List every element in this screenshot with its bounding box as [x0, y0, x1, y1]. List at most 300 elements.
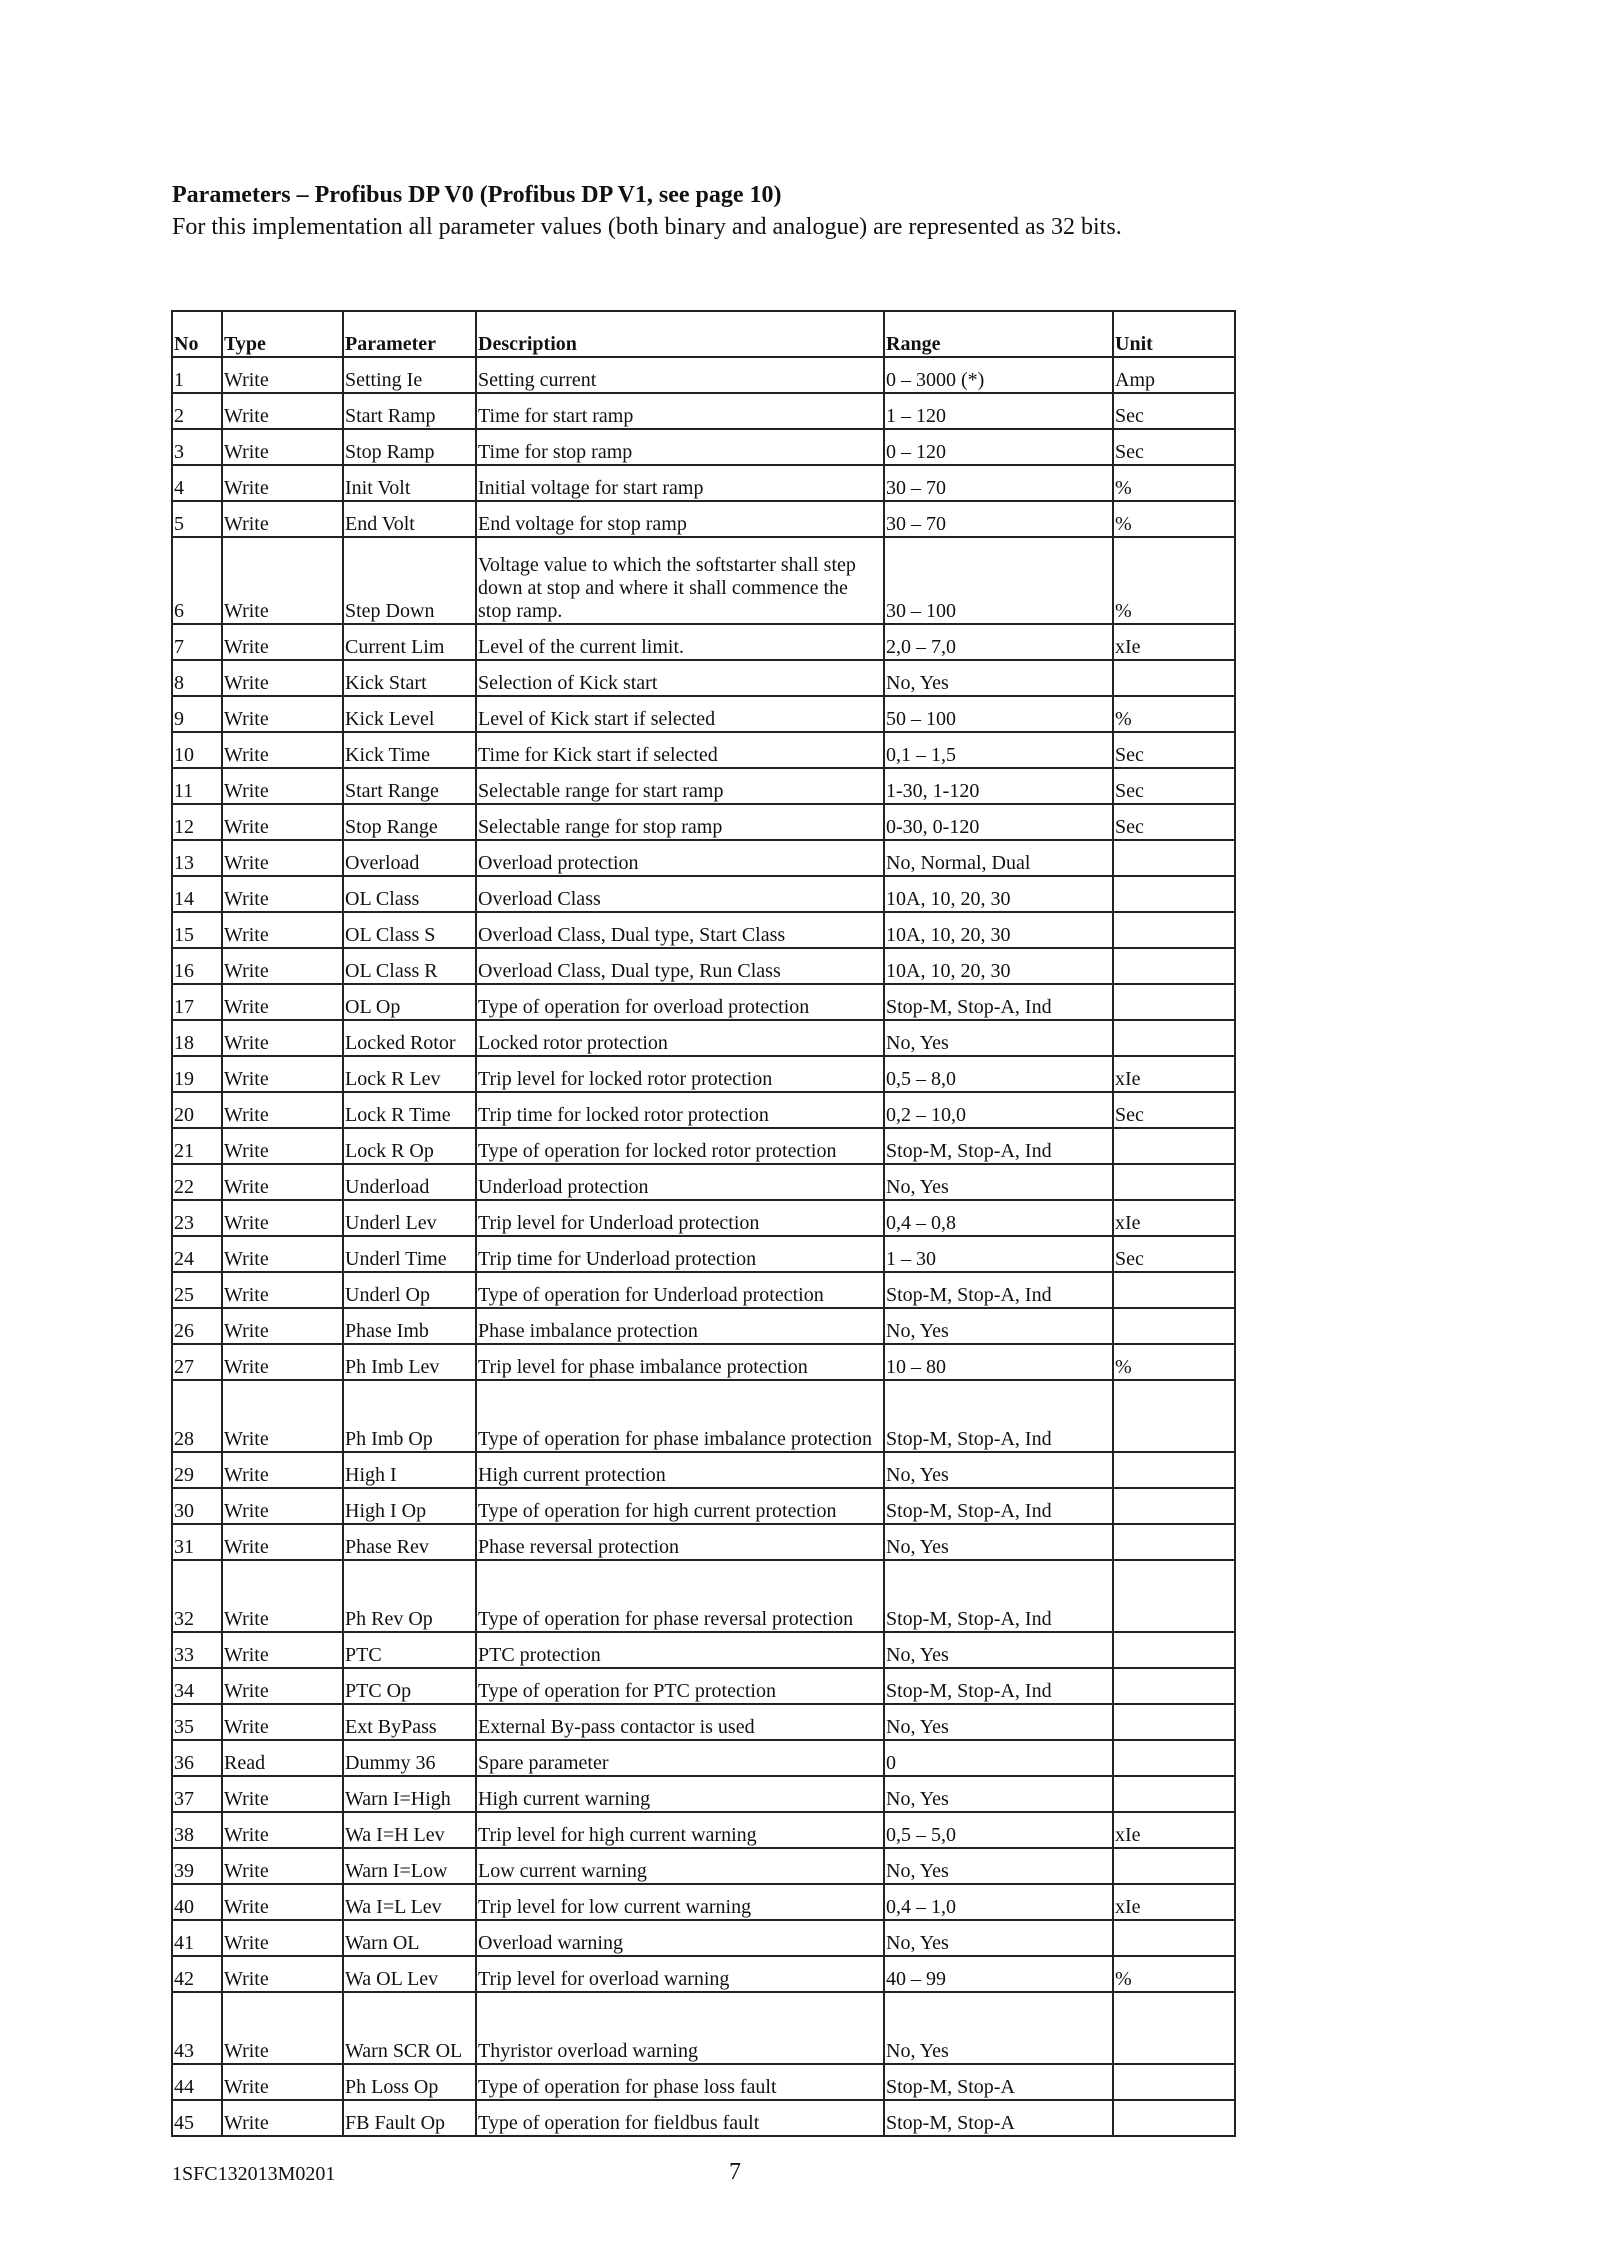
cell-parameter: Phase Imb [343, 1308, 476, 1344]
cell-unit: % [1113, 465, 1235, 501]
cell-type: Write [222, 1560, 343, 1632]
table-row [172, 1020, 1235, 1056]
cell-parameter: Lock R Op [343, 1128, 476, 1164]
cell-type: Write [222, 1272, 343, 1308]
cell-description: Overload protection [476, 840, 884, 876]
table-row [172, 1200, 1235, 1236]
table-row [172, 696, 1235, 732]
cell-parameter: Underl Op [343, 1272, 476, 1308]
cell-description: Low current warning [476, 1848, 884, 1884]
cell-type: Write [222, 696, 343, 732]
cell-unit [1113, 1020, 1235, 1056]
cell-unit: xIe [1113, 1056, 1235, 1092]
cell-no: 35 [172, 1704, 222, 1740]
cell-description: Trip level for Underload protection [476, 1200, 884, 1236]
cell-parameter: Stop Range [343, 804, 476, 840]
cell-type: Write [222, 948, 343, 984]
cell-no: 17 [172, 984, 222, 1020]
table-row [172, 465, 1235, 501]
table-row [172, 1380, 1235, 1452]
cell-type: Write [222, 537, 343, 624]
cell-no: 18 [172, 1020, 222, 1056]
cell-no: 21 [172, 1128, 222, 1164]
table-row [172, 1560, 1235, 1632]
cell-type: Write [222, 660, 343, 696]
table-row [172, 1092, 1235, 1128]
cell-range: 1 – 120 [884, 393, 1113, 429]
cell-range: No, Normal, Dual [884, 840, 1113, 876]
cell-description: Trip level for locked rotor protection [476, 1056, 884, 1092]
document-code: 1SFC132013M0201 [172, 2163, 336, 2185]
cell-parameter: Lock R Time [343, 1092, 476, 1128]
cell-unit [1113, 1704, 1235, 1740]
cell-description: Initial voltage for start ramp [476, 465, 884, 501]
cell-no: 22 [172, 1164, 222, 1200]
cell-description: Selection of Kick start [476, 660, 884, 696]
cell-description: External By-pass contactor is used [476, 1704, 884, 1740]
cell-unit: % [1113, 696, 1235, 732]
cell-unit [1113, 1776, 1235, 1812]
cell-type: Write [222, 732, 343, 768]
cell-no: 29 [172, 1452, 222, 1488]
cell-no: 16 [172, 948, 222, 984]
cell-range: 0,4 – 1,0 [884, 1884, 1113, 1920]
cell-type: Write [222, 912, 343, 948]
cell-description: Setting current [476, 357, 884, 393]
cell-no: 38 [172, 1812, 222, 1848]
table-header-row [172, 311, 1235, 357]
cell-range: 0,4 – 0,8 [884, 1200, 1113, 1236]
cell-type: Write [222, 1956, 343, 1992]
cell-parameter: Underl Lev [343, 1200, 476, 1236]
cell-parameter: Ph Loss Op [343, 2064, 476, 2100]
cell-range: 1 – 30 [884, 1236, 1113, 1272]
table-row [172, 357, 1235, 393]
cell-unit [1113, 1920, 1235, 1956]
column-header-type: Type [222, 311, 343, 357]
cell-unit [1113, 2100, 1235, 2136]
cell-description: Trip level for low current warning [476, 1884, 884, 1920]
cell-unit: Sec [1113, 1092, 1235, 1128]
cell-description: Type of operation for overload protection [476, 984, 884, 1020]
cell-no: 2 [172, 393, 222, 429]
cell-no: 41 [172, 1920, 222, 1956]
column-header-range: Range [884, 311, 1113, 357]
cell-no: 39 [172, 1848, 222, 1884]
table-row [172, 1164, 1235, 1200]
cell-unit [1113, 2064, 1235, 2100]
table-row [172, 1452, 1235, 1488]
cell-range: Stop-M, Stop-A [884, 2100, 1113, 2136]
cell-no: 25 [172, 1272, 222, 1308]
table-row [172, 768, 1235, 804]
cell-unit: % [1113, 1956, 1235, 1992]
cell-description: Type of operation for phase loss fault [476, 2064, 884, 2100]
cell-type: Write [222, 1452, 343, 1488]
cell-description: Trip level for high current warning [476, 1812, 884, 1848]
cell-parameter: High I [343, 1452, 476, 1488]
table-row [172, 624, 1235, 660]
cell-description: Trip time for Underload protection [476, 1236, 884, 1272]
cell-type: Write [222, 1344, 343, 1380]
table-row [172, 1704, 1235, 1740]
cell-range: 0,2 – 10,0 [884, 1092, 1113, 1128]
cell-unit [1113, 1488, 1235, 1524]
cell-unit: Sec [1113, 429, 1235, 465]
cell-no: 15 [172, 912, 222, 948]
cell-description: Underload protection [476, 1164, 884, 1200]
cell-type: Write [222, 2064, 343, 2100]
table-row [172, 912, 1235, 948]
table-row [172, 1236, 1235, 1272]
cell-range: 0 – 3000 (*) [884, 357, 1113, 393]
cell-description: Trip level for overload warning [476, 1956, 884, 1992]
cell-range: No, Yes [884, 1308, 1113, 1344]
cell-parameter: Kick Start [343, 660, 476, 696]
column-header-parameter: Parameter [343, 311, 476, 357]
cell-type: Write [222, 1164, 343, 1200]
cell-description: Thyristor overload warning [476, 1992, 884, 2064]
cell-description: Locked rotor protection [476, 1020, 884, 1056]
cell-parameter: Stop Ramp [343, 429, 476, 465]
cell-type: Write [222, 840, 343, 876]
cell-description: Selectable range for stop ramp [476, 804, 884, 840]
cell-unit: Sec [1113, 1236, 1235, 1272]
cell-no: 27 [172, 1344, 222, 1380]
cell-parameter: Start Ramp [343, 393, 476, 429]
table-row [172, 1992, 1235, 2064]
cell-range: 30 – 100 [884, 537, 1113, 624]
table-row [172, 501, 1235, 537]
parameters-table [171, 310, 1236, 2137]
cell-description: End voltage for stop ramp [476, 501, 884, 537]
cell-no: 13 [172, 840, 222, 876]
cell-description: Overload Class, Dual type, Start Class [476, 912, 884, 948]
page-subtitle: For this implementation all parameter values (both binary and analogue) are represented as 32 bits. [172, 214, 1122, 240]
cell-unit [1113, 840, 1235, 876]
cell-no: 34 [172, 1668, 222, 1704]
cell-no: 40 [172, 1884, 222, 1920]
cell-unit: Sec [1113, 768, 1235, 804]
cell-type: Write [222, 1776, 343, 1812]
cell-range: 10A, 10, 20, 30 [884, 948, 1113, 984]
cell-parameter: Warn SCR OL [343, 1992, 476, 2064]
cell-description: Level of Kick start if selected [476, 696, 884, 732]
cell-unit [1113, 1740, 1235, 1776]
cell-unit: Sec [1113, 804, 1235, 840]
cell-description: Overload warning [476, 1920, 884, 1956]
cell-type: Write [222, 501, 343, 537]
cell-unit [1113, 1272, 1235, 1308]
cell-parameter: Init Volt [343, 465, 476, 501]
cell-no: 42 [172, 1956, 222, 1992]
cell-range: 40 – 99 [884, 1956, 1113, 1992]
cell-parameter: Kick Level [343, 696, 476, 732]
cell-description: High current protection [476, 1452, 884, 1488]
cell-unit: % [1113, 1344, 1235, 1380]
cell-no: 26 [172, 1308, 222, 1344]
cell-parameter: Ph Rev Op [343, 1560, 476, 1632]
cell-range: Stop-M, Stop-A [884, 2064, 1113, 2100]
cell-unit [1113, 1308, 1235, 1344]
cell-unit [1113, 984, 1235, 1020]
cell-unit: Sec [1113, 393, 1235, 429]
cell-description: Type of operation for Underload protection [476, 1272, 884, 1308]
cell-no: 20 [172, 1092, 222, 1128]
cell-parameter: End Volt [343, 501, 476, 537]
page-title: Parameters – Profibus DP V0 (Profibus DP V1, see page 10) [172, 182, 782, 208]
table-row [172, 1128, 1235, 1164]
table-row [172, 2064, 1235, 2100]
cell-range: 10A, 10, 20, 30 [884, 912, 1113, 948]
cell-type: Write [222, 1020, 343, 1056]
cell-type: Write [222, 1128, 343, 1164]
cell-description: Phase imbalance protection [476, 1308, 884, 1344]
cell-parameter: Lock R Lev [343, 1056, 476, 1092]
cell-type: Write [222, 1992, 343, 2064]
cell-type: Write [222, 804, 343, 840]
cell-range: Stop-M, Stop-A, Ind [884, 1128, 1113, 1164]
cell-range: 2,0 – 7,0 [884, 624, 1113, 660]
cell-parameter: PTC Op [343, 1668, 476, 1704]
cell-unit [1113, 1992, 1235, 2064]
cell-description: Selectable range for start ramp [476, 768, 884, 804]
cell-type: Write [222, 393, 343, 429]
cell-type: Write [222, 1848, 343, 1884]
table-row [172, 1056, 1235, 1092]
cell-no: 28 [172, 1380, 222, 1452]
cell-type: Write [222, 357, 343, 393]
cell-description: Type of operation for phase imbalance protection [476, 1380, 884, 1452]
cell-type: Write [222, 876, 343, 912]
cell-no: 7 [172, 624, 222, 660]
table-row [172, 1632, 1235, 1668]
cell-range: Stop-M, Stop-A, Ind [884, 1560, 1113, 1632]
cell-no: 5 [172, 501, 222, 537]
cell-description: Type of operation for high current protection [476, 1488, 884, 1524]
cell-parameter: Ph Imb Op [343, 1380, 476, 1452]
cell-no: 19 [172, 1056, 222, 1092]
cell-parameter: Overload [343, 840, 476, 876]
cell-range: 30 – 70 [884, 501, 1113, 537]
cell-no: 1 [172, 357, 222, 393]
cell-type: Write [222, 1092, 343, 1128]
cell-unit [1113, 912, 1235, 948]
cell-range: 30 – 70 [884, 465, 1113, 501]
cell-parameter: Wa I=H Lev [343, 1812, 476, 1848]
cell-parameter: Underload [343, 1164, 476, 1200]
cell-unit: xIe [1113, 1884, 1235, 1920]
column-header-no: No [172, 311, 222, 357]
cell-description: Time for Kick start if selected [476, 732, 884, 768]
cell-no: 32 [172, 1560, 222, 1632]
column-header-unit: Unit [1113, 311, 1235, 357]
cell-type: Write [222, 1056, 343, 1092]
cell-no: 12 [172, 804, 222, 840]
cell-range: No, Yes [884, 1992, 1113, 2064]
cell-range: No, Yes [884, 1524, 1113, 1560]
cell-no: 23 [172, 1200, 222, 1236]
cell-type: Write [222, 1812, 343, 1848]
cell-no: 45 [172, 2100, 222, 2136]
cell-unit [1113, 1380, 1235, 1452]
table-row [172, 1812, 1235, 1848]
cell-type: Write [222, 1632, 343, 1668]
cell-type: Write [222, 984, 343, 1020]
cell-parameter: Underl Time [343, 1236, 476, 1272]
cell-no: 3 [172, 429, 222, 465]
cell-range: 0 [884, 1740, 1113, 1776]
cell-type: Write [222, 1488, 343, 1524]
cell-description: Voltage value to which the softstarter shall step down at stop and where it shall commence the stop ramp. [476, 537, 884, 624]
cell-no: 8 [172, 660, 222, 696]
page-number: 7 [729, 2159, 741, 2185]
table-row [172, 948, 1235, 984]
cell-no: 14 [172, 876, 222, 912]
cell-type: Write [222, 768, 343, 804]
cell-range: No, Yes [884, 1632, 1113, 1668]
cell-description: High current warning [476, 1776, 884, 1812]
cell-type: Write [222, 1704, 343, 1740]
cell-parameter: Locked Rotor [343, 1020, 476, 1056]
cell-description: PTC protection [476, 1632, 884, 1668]
cell-range: 0,5 – 5,0 [884, 1812, 1113, 1848]
cell-description: Level of the current limit. [476, 624, 884, 660]
cell-parameter: PTC [343, 1632, 476, 1668]
cell-parameter: Current Lim [343, 624, 476, 660]
cell-unit: % [1113, 501, 1235, 537]
cell-type: Write [222, 1200, 343, 1236]
table-row [172, 732, 1235, 768]
cell-range: Stop-M, Stop-A, Ind [884, 1380, 1113, 1452]
cell-description: Overload Class, Dual type, Run Class [476, 948, 884, 984]
cell-parameter: Setting Ie [343, 357, 476, 393]
cell-no: 24 [172, 1236, 222, 1272]
cell-description: Type of operation for PTC protection [476, 1668, 884, 1704]
cell-range: Stop-M, Stop-A, Ind [884, 1668, 1113, 1704]
cell-parameter: Phase Rev [343, 1524, 476, 1560]
cell-parameter: Dummy 36 [343, 1740, 476, 1776]
cell-range: Stop-M, Stop-A, Ind [884, 984, 1113, 1020]
cell-unit: xIe [1113, 1812, 1235, 1848]
cell-description: Trip level for phase imbalance protection [476, 1344, 884, 1380]
cell-parameter: OL Class [343, 876, 476, 912]
cell-unit: Sec [1113, 732, 1235, 768]
cell-parameter: High I Op [343, 1488, 476, 1524]
cell-unit [1113, 1560, 1235, 1632]
cell-type: Write [222, 1920, 343, 1956]
cell-range: No, Yes [884, 1164, 1113, 1200]
cell-range: Stop-M, Stop-A, Ind [884, 1272, 1113, 1308]
cell-range: No, Yes [884, 1020, 1113, 1056]
cell-description: Time for stop ramp [476, 429, 884, 465]
cell-range: Stop-M, Stop-A, Ind [884, 1488, 1113, 1524]
table-row [172, 1956, 1235, 1992]
cell-type: Write [222, 465, 343, 501]
cell-parameter: Kick Time [343, 732, 476, 768]
cell-parameter: Wa OL Lev [343, 1956, 476, 1992]
cell-type: Write [222, 1236, 343, 1272]
cell-parameter: OL Op [343, 984, 476, 1020]
cell-parameter: Step Down [343, 537, 476, 624]
cell-parameter: FB Fault Op [343, 2100, 476, 2136]
cell-type: Write [222, 1668, 343, 1704]
table-row [172, 840, 1235, 876]
cell-type: Write [222, 1308, 343, 1344]
cell-type: Write [222, 1380, 343, 1452]
table-row [172, 1488, 1235, 1524]
cell-range: No, Yes [884, 1704, 1113, 1740]
cell-unit [1113, 1128, 1235, 1164]
table-row [172, 429, 1235, 465]
cell-range: 10 – 80 [884, 1344, 1113, 1380]
cell-unit [1113, 1524, 1235, 1560]
cell-description: Phase reversal protection [476, 1524, 884, 1560]
cell-type: Read [222, 1740, 343, 1776]
cell-no: 37 [172, 1776, 222, 1812]
table-row [172, 804, 1235, 840]
cell-unit [1113, 948, 1235, 984]
cell-description: Type of operation for fieldbus fault [476, 2100, 884, 2136]
cell-range: No, Yes [884, 1776, 1113, 1812]
cell-range: No, Yes [884, 1920, 1113, 1956]
cell-parameter: Ph Imb Lev [343, 1344, 476, 1380]
cell-range: 0-30, 0-120 [884, 804, 1113, 840]
table-row [172, 984, 1235, 1020]
table-row [172, 1524, 1235, 1560]
cell-no: 30 [172, 1488, 222, 1524]
cell-unit: xIe [1113, 624, 1235, 660]
table-row [172, 537, 1235, 624]
cell-type: Write [222, 1884, 343, 1920]
cell-no: 10 [172, 732, 222, 768]
cell-parameter: OL Class R [343, 948, 476, 984]
table-row [172, 1920, 1235, 1956]
cell-unit: Amp [1113, 357, 1235, 393]
cell-description: Spare parameter [476, 1740, 884, 1776]
cell-range: No, Yes [884, 1848, 1113, 1884]
cell-description: Type of operation for phase reversal protection [476, 1560, 884, 1632]
cell-type: Write [222, 624, 343, 660]
cell-unit [1113, 876, 1235, 912]
table-body [172, 357, 1235, 2136]
table-row [172, 2100, 1235, 2136]
cell-parameter: OL Class S [343, 912, 476, 948]
table-row [172, 876, 1235, 912]
table-row [172, 1740, 1235, 1776]
table-row [172, 1848, 1235, 1884]
cell-range: 0,5 – 8,0 [884, 1056, 1113, 1092]
cell-unit [1113, 1632, 1235, 1668]
cell-description: Trip time for locked rotor protection [476, 1092, 884, 1128]
cell-no: 33 [172, 1632, 222, 1668]
cell-parameter: Ext ByPass [343, 1704, 476, 1740]
cell-range: 0 – 120 [884, 429, 1113, 465]
cell-parameter: Start Range [343, 768, 476, 804]
cell-no: 43 [172, 1992, 222, 2064]
table-row [172, 1668, 1235, 1704]
cell-no: 36 [172, 1740, 222, 1776]
table-row [172, 1776, 1235, 1812]
table-row [172, 660, 1235, 696]
cell-unit [1113, 1668, 1235, 1704]
cell-no: 9 [172, 696, 222, 732]
cell-parameter: Warn I=High [343, 1776, 476, 1812]
column-header-description: Description [476, 311, 884, 357]
cell-unit [1113, 660, 1235, 696]
cell-type: Write [222, 429, 343, 465]
table-row [172, 1344, 1235, 1380]
